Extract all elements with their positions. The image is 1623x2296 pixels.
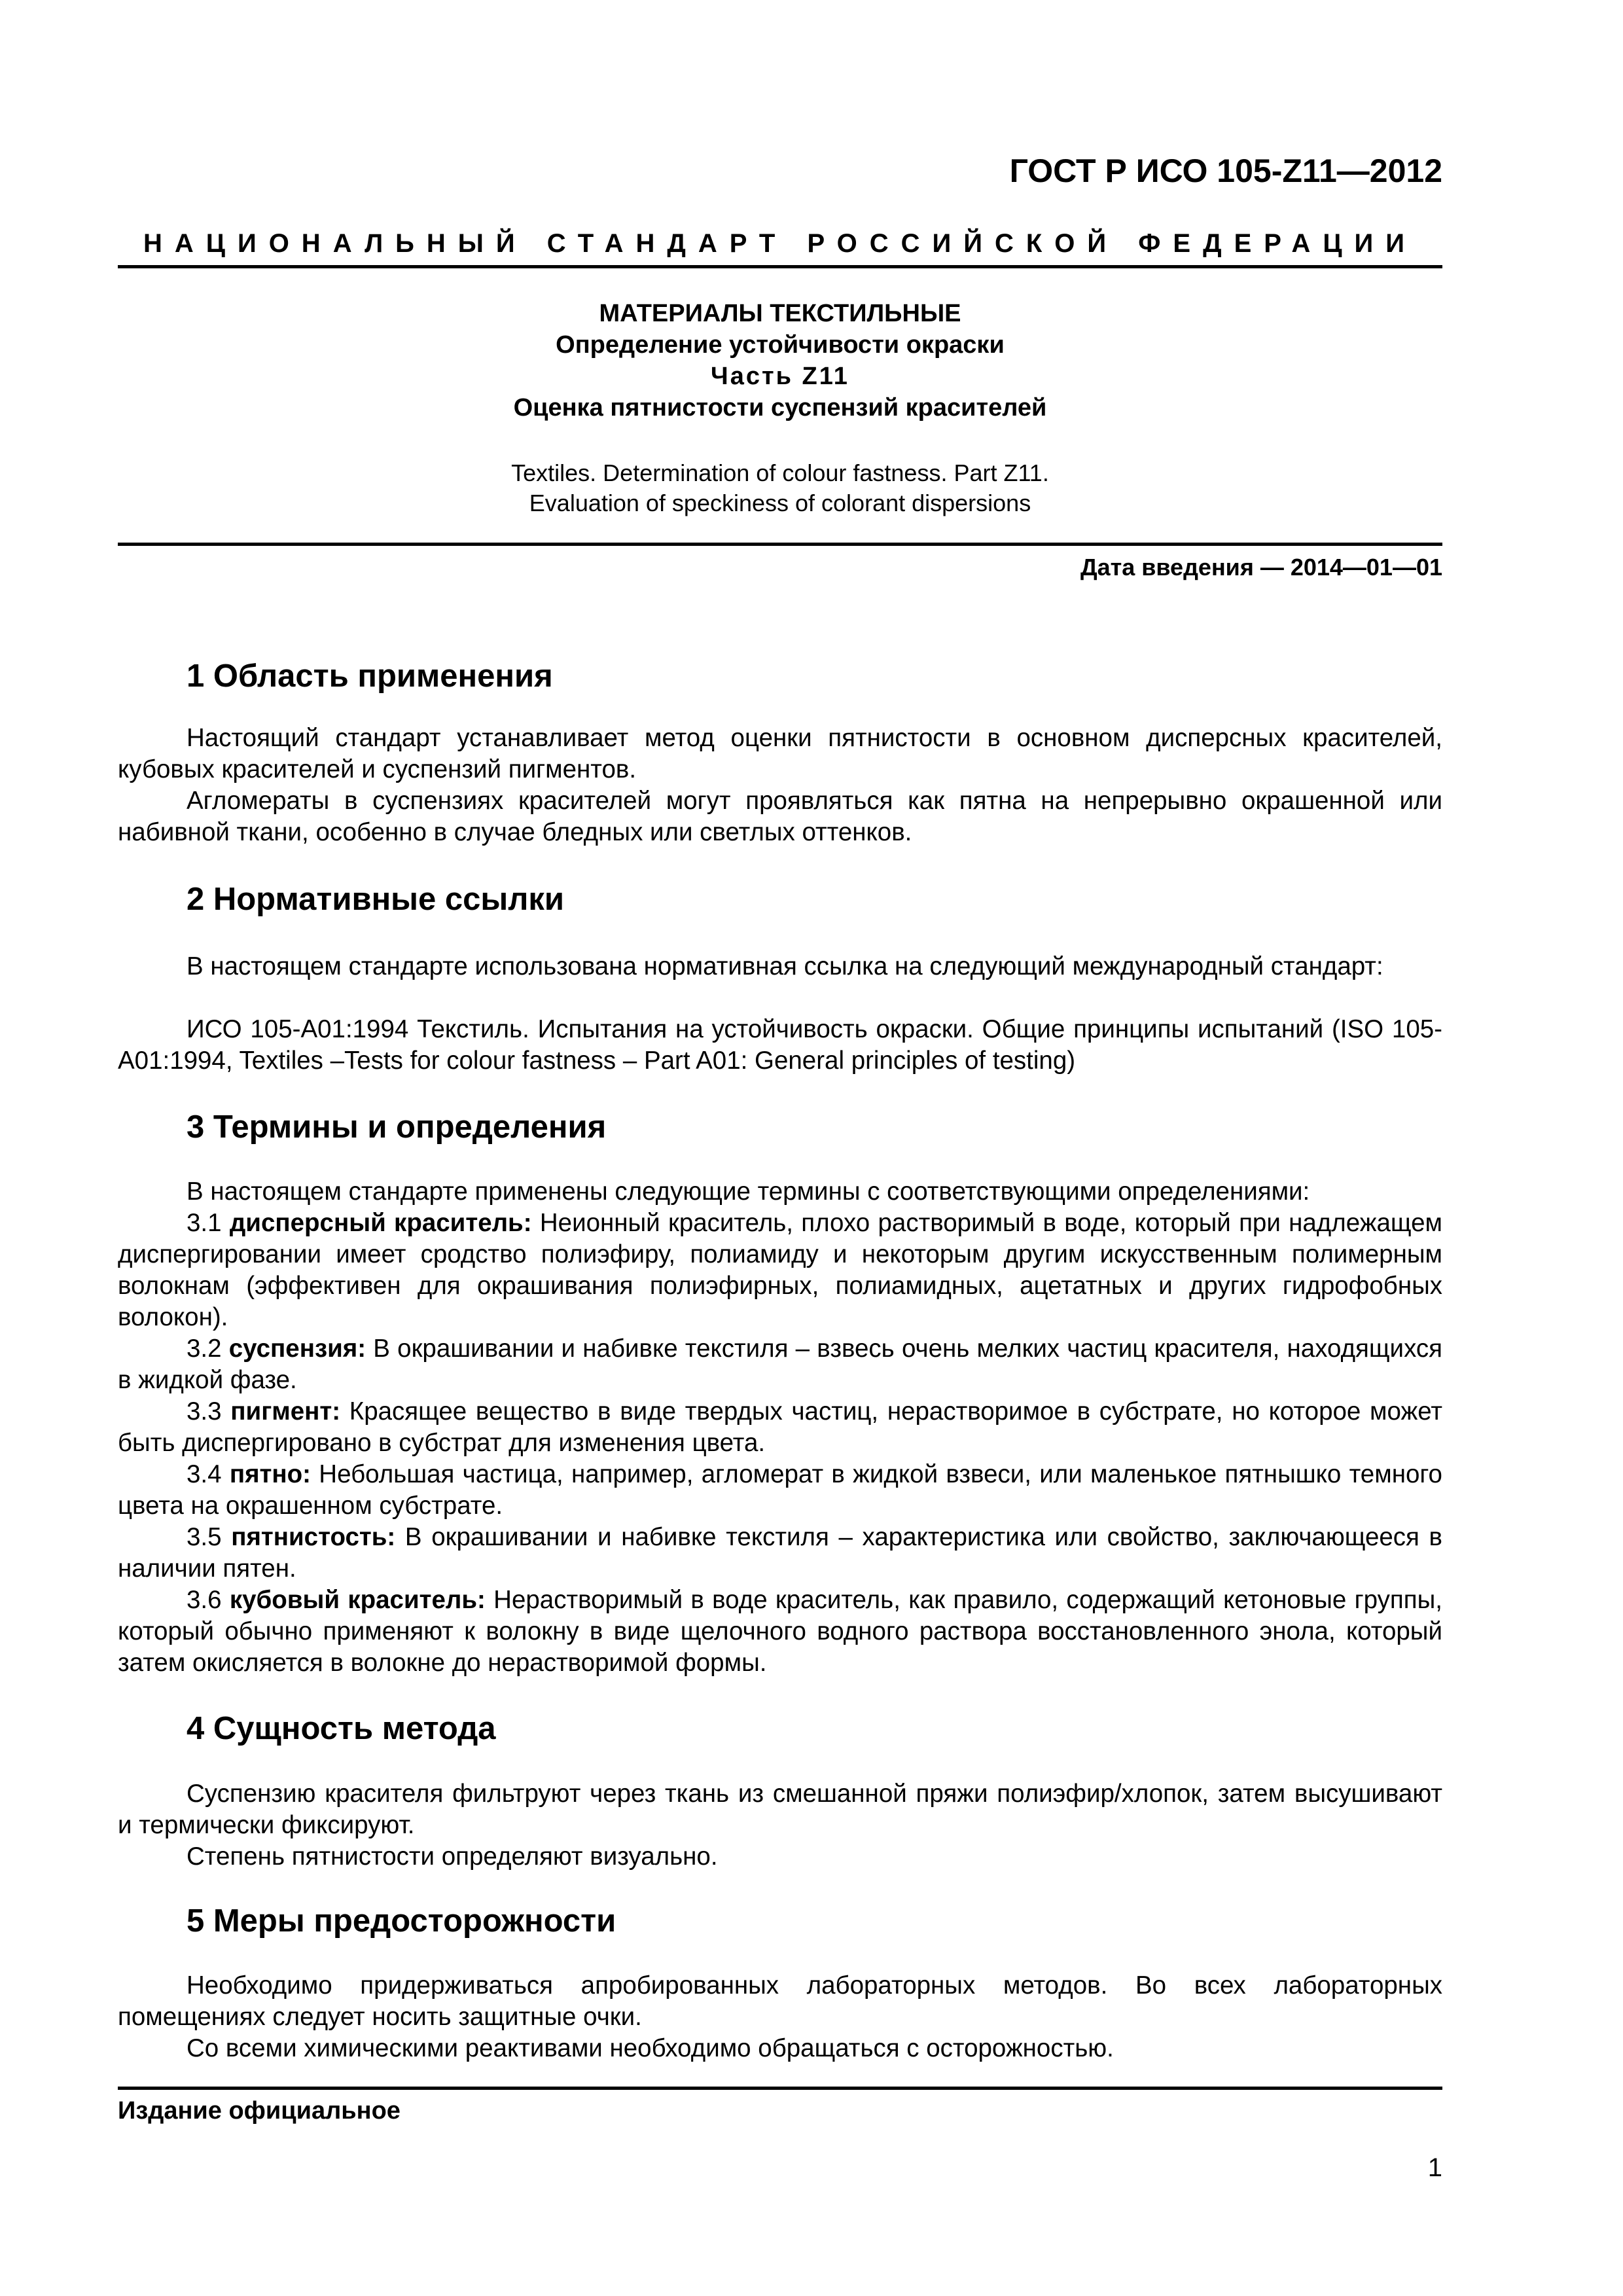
term-name: пигмент: xyxy=(230,1397,341,1426)
english-title xyxy=(118,458,1442,518)
term-name: кубовый краситель: xyxy=(229,1586,486,1614)
term-name: пятно: xyxy=(229,1460,311,1488)
section-1-heading: 1 Область применения xyxy=(187,658,553,694)
term-3-1 xyxy=(118,1208,1442,1333)
section-5-heading: 5 Меры предосторожности xyxy=(187,1903,616,1939)
title-line-2: Определение устойчивости окраски xyxy=(556,331,1005,359)
english-title-line-2: Evaluation of speckiness of colorant dispersions xyxy=(529,490,1031,516)
section-4-heading: 4 Сущность метода xyxy=(187,1711,496,1746)
title-line-3: Часть Z11 xyxy=(711,363,849,390)
document-page xyxy=(118,0,1442,2296)
official-edition-label: Издание официальное xyxy=(118,2097,401,2125)
term-number: 3.2 xyxy=(187,1335,222,1363)
section-4-paragraph-2: Степень пятнистости определяют визуально. xyxy=(187,1842,718,1871)
document-code: ГОСТ Р ИСО 105-Z11—2012 xyxy=(1009,152,1442,189)
term-number: 3.5 xyxy=(187,1523,222,1551)
section-3-intro: В настоящем стандарте применены следующие термины с соответствующими определениями: xyxy=(187,1177,1310,1206)
term-definition: В окрашивании и набивке текстиля – взвесь очень мелких частиц красителя, находящихся в жидкой фазе. xyxy=(118,1335,1442,1394)
term-3-3 xyxy=(118,1396,1442,1459)
term-definition: В окрашивании и набивке текстиля – характеристика или свойство, заключающееся в наличии пятен. xyxy=(118,1523,1442,1583)
term-definition: Небольшая частица, например, агломерат в жидкой взвеси, или маленькое пятнышко темного цвета на окрашенном субстрате. xyxy=(118,1460,1442,1520)
section-1-paragraph-2: Агломераты в суспензиях красителей могут проявляться как пятна на непрерывно окрашенной или набивной ткани, особенно в случае бледных или светлых оттенков. xyxy=(118,787,1442,846)
national-standard-banner: НАЦИОНАЛЬНЫЙ СТАНДАРТ РОССИЙСКОЙ ФЕДЕРАЦИИ xyxy=(143,229,1418,258)
term-3-6 xyxy=(118,1585,1442,1679)
page-number: 1 xyxy=(1427,2153,1442,2182)
section-2-heading: 2 Нормативные ссылки xyxy=(187,882,564,917)
section-1-paragraph-1: Настоящий стандарт устанавливает метод оценки пятнистости в основном дисперсных красителей, кубовых красителей и суспензий пигментов. xyxy=(118,724,1442,783)
title-divider xyxy=(118,543,1442,546)
term-3-5 xyxy=(118,1522,1442,1585)
term-3-2 xyxy=(118,1333,1442,1396)
term-definition: Красящее вещество в виде твердых частиц, нерастворимое в субстрате, но которое может быть диспергировано в субстрат для изменения цвета. xyxy=(118,1397,1443,1457)
section-5-paragraph-2: Со всеми химическими реактивами необходимо обращаться с осторожностью. xyxy=(187,2034,1114,2062)
term-definition: Нерастворимый в воде краситель, как правило, содержащий кетоновые группы, который обычно применяют к волокну в виде щелочного водного раствора восстановленного энола, который затем окисляется в волокне до нерастворимой формы. xyxy=(118,1586,1442,1677)
term-number: 3.1 xyxy=(187,1209,222,1237)
title-line-4: Оценка пятнистости суспензий красителей xyxy=(513,394,1047,422)
term-number: 3.6 xyxy=(187,1586,222,1614)
section-3-heading: 3 Термины и определения xyxy=(187,1109,607,1145)
section-2-paragraph-2: ИСО 105-А01:1994 Текстиль. Испытания на устойчивость окраски. Общие принципы испытаний (ISO 105-A01:1994, Textiles –Tests for colour fastness – Part A01: General principles of testing) xyxy=(118,1015,1442,1075)
term-3-4 xyxy=(118,1459,1442,1522)
title-line-1: МАТЕРИАЛЫ ТЕКСТИЛЬНЫЕ xyxy=(599,300,961,327)
term-number: 3.4 xyxy=(187,1460,222,1488)
footer-divider xyxy=(118,2087,1442,2090)
term-number: 3.3 xyxy=(187,1397,222,1426)
introduction-date: Дата введения — 2014—01—01 xyxy=(1080,554,1442,581)
english-title-line-1: Textiles. Determination of colour fastness. Part Z11. xyxy=(511,459,1049,486)
term-definition: Неионный краситель, плохо растворимый в воде, который при надлежащем диспергировании имеет сродство полиэфиру, полиамиду и некоторым другим искусственным полимерным волокнам (эффективен для окрашивания полиэфирных, полиамидных, ацетатных и других гидрофобных волокон). xyxy=(118,1209,1443,1331)
top-divider xyxy=(118,265,1442,268)
section-4-paragraph-1: Суспензию красителя фильтруют через ткань из смешанной пряжи полиэфир/хлопок, затем высушивают и термически фиксируют. xyxy=(118,1780,1442,1839)
section-5-paragraph-1: Необходимо придерживаться апробированных лабораторных методов. Во всех лабораторных помещениях следует носить защитные очки. xyxy=(118,1971,1442,2031)
title-block xyxy=(118,298,1442,423)
term-name: дисперсный краситель: xyxy=(229,1209,532,1237)
term-name: суспензия: xyxy=(228,1335,366,1363)
term-name: пятнистость: xyxy=(231,1523,396,1551)
section-2-paragraph-1: В настоящем стандарте использована нормативная ссылка на следующий международный стандарт: xyxy=(187,952,1383,980)
